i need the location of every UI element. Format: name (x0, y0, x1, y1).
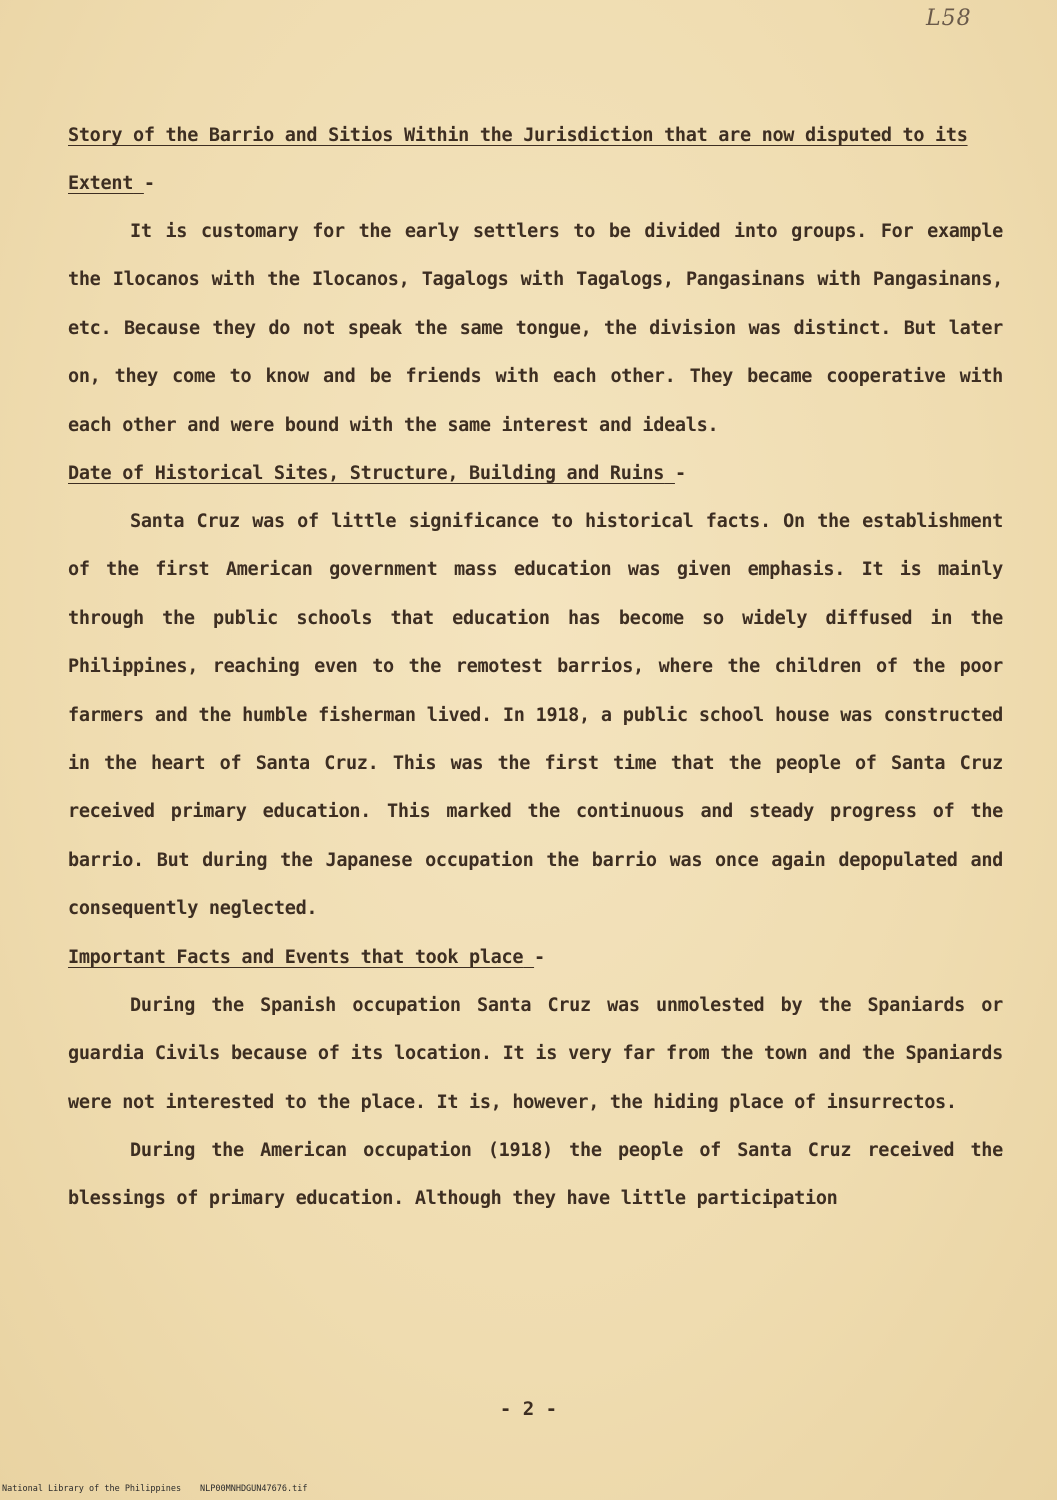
handwritten-page-mark: L58 (926, 6, 972, 31)
paragraph-events-2: During the American occupation (1918) the people of Santa Cruz received the blessings of primary education. Although they have little participation (68, 1139, 1003, 1210)
page-number: - 2 - (499, 1398, 558, 1420)
paragraph-historical: Santa Cruz was of little significance to historical facts. On the establishment of the first American government mass education was given emphasis. It is mainly through the public schools that education has become so widely diffused in the Philippines, reaching even to the remotest barrios, where the children of the poor farmers and the humble fisherman lived. In 1918, a public school house was constructed in the heart of Santa Cruz. This was the first time that the people of Santa Cruz received primary education. This marked the continuous and steady progress of the barrio. But during the Japanese occupation the barrio was once again depopulated and consequently neglected. (68, 511, 1003, 920)
archive-filename: NLP00MNHDGUN47676.tif (200, 1484, 308, 1494)
heading-dash: - (143, 173, 155, 194)
heading-text: Important Facts and Events that took place (68, 946, 524, 968)
paragraph-barrio: It is customary for the early settlers to be divided into groups. For example the Ilocanos with the Ilocanos, Tagalogs with Tagalogs, Pangasinans with Pangasinans, etc. Because they do not speak the same tongue, the division was distinct. But later on, they come to know and be friends with each other. They became cooperative with each other and were bound with the same interest and ideals. (68, 221, 1003, 436)
archive-label: National Library of the Philippines (2, 1484, 182, 1494)
section-heading-barrio (68, 112, 1003, 208)
document-body (68, 112, 1003, 1224)
section-heading-historical (68, 450, 1003, 498)
paragraph-events-1: During the Spanish occupation Santa Cruz was unmolested by the Spaniards or guardia Civils because of its location. It is very far from the town and the Spaniards were not interested to the place. It is, however, the hiding place of insurrectos. (68, 994, 1003, 1113)
heading-dash: - (674, 463, 686, 485)
heading-text: Date of Historical Sites, Structure, Building and Ruins (68, 463, 665, 485)
heading-text: Story of the Barrio and Sitios Within the Jurisdiction that are now disputed to its Extent (68, 125, 968, 194)
heading-dash: - (534, 946, 545, 968)
section-heading-events (68, 934, 1003, 982)
